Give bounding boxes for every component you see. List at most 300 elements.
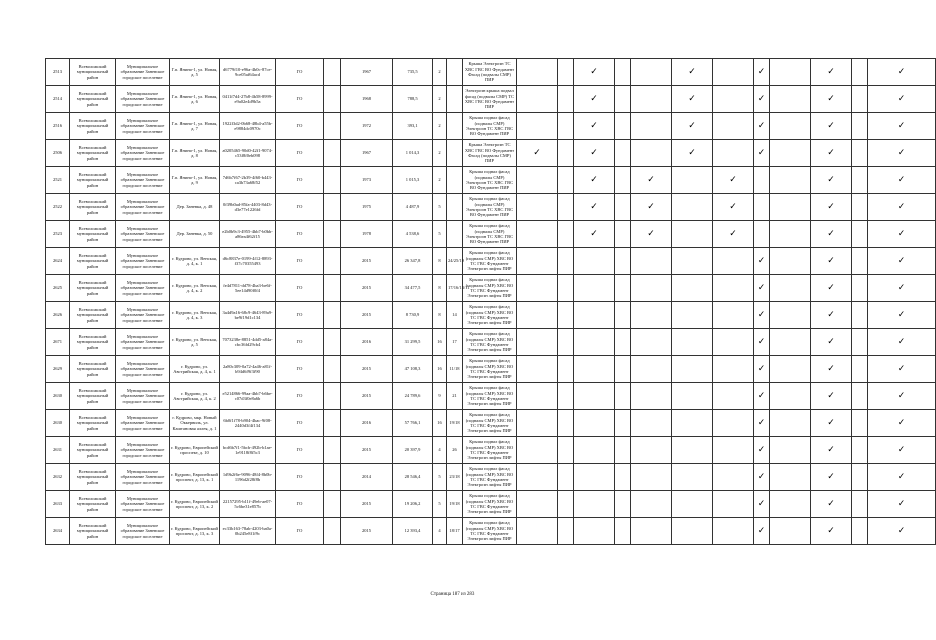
checkmark-icon: ✓ bbox=[897, 417, 906, 428]
works-list-cell: Крыша Электроэн ТС ХВС ГВС ВО Фундамент Фасад (подвалы СМР) ПИР bbox=[463, 59, 517, 86]
check-cell bbox=[868, 464, 936, 491]
checkmark-icon: ✓ bbox=[590, 174, 598, 185]
checkmark-icon: ✓ bbox=[897, 120, 906, 131]
check-cell bbox=[770, 140, 811, 167]
wall-material-cell: ГО bbox=[276, 221, 324, 248]
check-cell bbox=[517, 464, 558, 491]
check-cell bbox=[811, 383, 852, 410]
check-cell bbox=[615, 194, 631, 221]
build-year-cell: 1973 bbox=[341, 167, 393, 194]
works-list-cell: Крыша подвал фасад (подвалы СМР) ХВС ВО ТС ГВС Фундамент Электроэн лифты ПИР bbox=[463, 464, 517, 491]
address-cell: Г.п. Янино-1, ул. Новая, д. 9 bbox=[170, 167, 220, 194]
row-number-cell: 2630 bbox=[46, 383, 70, 410]
municipality-cell: Муниципальное образование Заневское городское поселение bbox=[116, 464, 170, 491]
check-cell bbox=[672, 464, 713, 491]
check-cell bbox=[868, 194, 936, 221]
district-cell: Всеволожский муниципальный район bbox=[70, 113, 116, 140]
check-cell bbox=[811, 410, 852, 437]
district-cell: Всеволожский муниципальный район bbox=[70, 491, 116, 518]
check-cell bbox=[713, 518, 754, 545]
empty-cell bbox=[324, 113, 341, 140]
floors-cell: 5 bbox=[433, 194, 447, 221]
checkmark-icon: ✓ bbox=[827, 390, 835, 401]
check-cell bbox=[672, 221, 713, 248]
checkmark-icon: ✓ bbox=[827, 525, 835, 536]
municipality-cell: Муниципальное образование Заневское городское поселение bbox=[116, 329, 170, 356]
table-row bbox=[46, 86, 936, 113]
works-list-cell: Крыша подвал фасад (подвалы СМР) ХВС ВО ТС ГВС Фундамент Электроэн лифты ПИР bbox=[463, 383, 517, 410]
address-cell: г. Кудрово, ул. Венская, д. 4, к. 2 bbox=[170, 275, 220, 302]
checkmark-icon: ✓ bbox=[757, 120, 766, 131]
floors-cell: 16 bbox=[433, 329, 447, 356]
check-cell bbox=[852, 194, 868, 221]
area-cell: 4 538,6 bbox=[393, 221, 433, 248]
check-cell bbox=[852, 464, 868, 491]
checkmark-icon: ✓ bbox=[897, 525, 906, 536]
municipality-cell: Муниципальное образование Заневское городское поселение bbox=[116, 518, 170, 545]
check-cell bbox=[631, 59, 672, 86]
empty-cell bbox=[324, 275, 341, 302]
works-list-cell: Крыша Электроэн ТС ХВС ГВС ВО Фундамент Фасад (подвалы СМР) ПИР bbox=[463, 140, 517, 167]
area-cell: 393,1 bbox=[393, 113, 433, 140]
check-cell bbox=[615, 167, 631, 194]
check-cell bbox=[615, 491, 631, 518]
floors-cell: 9 bbox=[433, 383, 447, 410]
house-id-cell: 0f39b0ad-85fa-4403-8d43-d3e77e1226fd bbox=[220, 194, 276, 221]
check-cell bbox=[811, 437, 852, 464]
check-cell bbox=[770, 113, 811, 140]
district-cell: Всеволожский муниципальный район bbox=[70, 464, 116, 491]
check-cell bbox=[770, 329, 811, 356]
table-row bbox=[46, 410, 936, 437]
checkmark-icon: ✓ bbox=[827, 66, 835, 77]
check-cell bbox=[868, 59, 936, 86]
build-year-cell: 2014 bbox=[341, 464, 393, 491]
area-cell: 8 730,9 bbox=[393, 302, 433, 329]
address-cell: г. Кудрово, мкр. Новый Оккервиль, ул. Каштановая аллея, д. 1 bbox=[170, 410, 220, 437]
checkmark-icon: ✓ bbox=[590, 147, 598, 158]
address-cell: г. Кудрово, Европейский проспект, д. 13, к. 3 bbox=[170, 518, 220, 545]
extra-cell: 19/18 bbox=[447, 410, 463, 437]
address-cell: г. Кудрово, Европейский проспект, д. 13, к. 2 bbox=[170, 491, 220, 518]
empty-cell bbox=[324, 437, 341, 464]
row-number-cell: 2629 bbox=[46, 356, 70, 383]
floors-cell: 8 bbox=[433, 302, 447, 329]
wall-material-cell: ГО bbox=[276, 383, 324, 410]
check-cell bbox=[754, 86, 770, 113]
extra-cell bbox=[447, 113, 463, 140]
address-cell: г. Кудрово, ул. Австрийская, д. 4, к. 1 bbox=[170, 356, 220, 383]
check-cell bbox=[574, 329, 615, 356]
check-cell bbox=[517, 221, 558, 248]
check-cell bbox=[574, 491, 615, 518]
check-cell bbox=[574, 275, 615, 302]
works-list-cell: Крыша подвал фасад (подвалы СМР) ХВС ВО ТС ГВС Фундамент Электроэн лифты ПИР bbox=[463, 302, 517, 329]
area-cell: 12 393,4 bbox=[393, 518, 433, 545]
check-cell bbox=[631, 383, 672, 410]
checkmark-icon: ✓ bbox=[757, 147, 766, 158]
empty-cell bbox=[324, 518, 341, 545]
empty-cell bbox=[324, 194, 341, 221]
checkmark-icon: ✓ bbox=[827, 174, 835, 185]
check-cell bbox=[754, 464, 770, 491]
check-cell bbox=[868, 140, 936, 167]
check-cell bbox=[852, 167, 868, 194]
build-year-cell: 1967 bbox=[341, 59, 393, 86]
check-cell bbox=[754, 302, 770, 329]
municipality-cell: Муниципальное образование Заневское городское поселение bbox=[116, 302, 170, 329]
check-cell bbox=[811, 194, 852, 221]
check-cell bbox=[811, 275, 852, 302]
build-year-cell: 2016 bbox=[341, 410, 393, 437]
check-cell bbox=[754, 194, 770, 221]
area-cell: 34 477,5 bbox=[393, 275, 433, 302]
check-cell bbox=[868, 329, 936, 356]
checkmark-icon: ✓ bbox=[827, 417, 835, 428]
house-id-cell: 6b0f1f78-b904-4bac-9f08-2440d3f4f134 bbox=[220, 410, 276, 437]
house-id-cell: a0205465-90d0-42f1-9074-c53f8f0eb098 bbox=[220, 140, 276, 167]
wall-material-cell: ГО bbox=[276, 302, 324, 329]
check-cell bbox=[517, 167, 558, 194]
wall-material-cell: ГО bbox=[276, 248, 324, 275]
checkmark-icon: ✓ bbox=[897, 174, 906, 185]
checkmark-icon: ✓ bbox=[533, 147, 541, 158]
empty-cell bbox=[324, 464, 341, 491]
row-number-cell: 2624 bbox=[46, 248, 70, 275]
check-cell bbox=[631, 464, 672, 491]
works-list-cell: Крыша подвал фасад (подвалы СМР) ХВС ВО ТС ГВС Фундамент Электроэн лифты ПИР bbox=[463, 491, 517, 518]
district-cell: Всеволожский муниципальный район bbox=[70, 356, 116, 383]
wall-material-cell: ГО bbox=[276, 491, 324, 518]
check-cell bbox=[770, 518, 811, 545]
extra-cell bbox=[447, 221, 463, 248]
checkmark-icon: ✓ bbox=[757, 444, 766, 455]
wall-material-cell: ГО bbox=[276, 275, 324, 302]
check-cell bbox=[868, 113, 936, 140]
checkmark-icon: ✓ bbox=[897, 471, 906, 482]
works-list-cell: Крыша подвал фасад (подвалы СМР) ХВС ВО ТС ГВС Фундамент Электроэн лифты ПИР bbox=[463, 410, 517, 437]
works-list-cell: Крыша подвал фасад (подвалы СМР) ХВС ВО ТС ГВС Фундамент Электроэн лифты ПИР bbox=[463, 275, 517, 302]
check-cell bbox=[631, 437, 672, 464]
check-cell bbox=[713, 383, 754, 410]
municipality-cell: Муниципальное образование Заневское городское поселение bbox=[116, 248, 170, 275]
check-cell bbox=[713, 275, 754, 302]
checkmark-icon: ✓ bbox=[827, 444, 835, 455]
row-number-cell: 2631 bbox=[46, 437, 70, 464]
empty-cell bbox=[324, 410, 341, 437]
check-cell bbox=[517, 329, 558, 356]
table-row bbox=[46, 59, 936, 86]
check-cell bbox=[811, 491, 852, 518]
check-cell bbox=[574, 437, 615, 464]
check-cell bbox=[754, 113, 770, 140]
check-cell bbox=[615, 113, 631, 140]
build-year-cell: 2015 bbox=[341, 302, 393, 329]
check-cell bbox=[754, 275, 770, 302]
check-cell bbox=[517, 518, 558, 545]
check-cell bbox=[672, 329, 713, 356]
row-number-cell: 2506 bbox=[46, 140, 70, 167]
check-cell bbox=[770, 437, 811, 464]
check-cell bbox=[868, 518, 936, 545]
check-cell bbox=[615, 437, 631, 464]
check-cell bbox=[672, 275, 713, 302]
floors-cell: 4 bbox=[433, 518, 447, 545]
check-cell bbox=[615, 248, 631, 275]
check-cell bbox=[852, 221, 868, 248]
works-list-cell: Крыша подвал фасад (подвалы СМР) ХВС ВО ТС ГВС Фундамент Электроэн лифты ПИР bbox=[463, 248, 517, 275]
check-cell bbox=[631, 113, 672, 140]
address-cell: Г.п. Янино-1, ул. Новая, д. 5 bbox=[170, 59, 220, 86]
check-cell bbox=[558, 59, 574, 86]
checkmark-icon: ✓ bbox=[757, 417, 766, 428]
checkmark-icon: ✓ bbox=[688, 66, 696, 77]
check-cell bbox=[615, 410, 631, 437]
check-cell bbox=[713, 248, 754, 275]
build-year-cell: 1975 bbox=[341, 194, 393, 221]
area-cell: 47 108,3 bbox=[393, 356, 433, 383]
house-id-cell: 1d9b2f6e-9096-48f4-8b0b-1196d2f28f8b bbox=[220, 464, 276, 491]
municipality-cell: Муниципальное образование Заневское городское поселение bbox=[116, 113, 170, 140]
check-cell bbox=[770, 248, 811, 275]
check-cell bbox=[852, 383, 868, 410]
check-cell bbox=[754, 410, 770, 437]
checkmark-icon: ✓ bbox=[897, 336, 906, 347]
house-id-cell: d6779f10-e96a-4b0c-87ce-9ce05af64acd bbox=[220, 59, 276, 86]
check-cell bbox=[852, 410, 868, 437]
check-cell bbox=[517, 248, 558, 275]
checkmark-icon: ✓ bbox=[647, 174, 655, 185]
checkmark-icon: ✓ bbox=[757, 390, 766, 401]
municipality-cell: Муниципальное образование Заневское городское поселение bbox=[116, 356, 170, 383]
extra-cell: 18/17 bbox=[447, 518, 463, 545]
check-cell bbox=[852, 140, 868, 167]
check-cell bbox=[868, 383, 936, 410]
table-row bbox=[46, 221, 936, 248]
row-number-cell: 2626 bbox=[46, 302, 70, 329]
checkmark-icon: ✓ bbox=[590, 228, 598, 239]
district-cell: Всеволожский муниципальный район bbox=[70, 167, 116, 194]
works-list-cell: Крыша подвал фасад (подвалы СМР) Электроэн ТС ХВС ГВС ВО Фундамент ПИР bbox=[463, 221, 517, 248]
checkmark-icon: ✓ bbox=[827, 147, 835, 158]
area-cell: 28 546,4 bbox=[393, 464, 433, 491]
works-list-cell: Крыша подвал фасад (подвалы СМР) ХВС ВО ТС ГВС Фундамент Электроэн лифты ПИР bbox=[463, 518, 517, 545]
checkmark-icon: ✓ bbox=[827, 201, 835, 212]
build-year-cell: 2015 bbox=[341, 275, 393, 302]
check-cell bbox=[672, 194, 713, 221]
table-row bbox=[46, 113, 936, 140]
check-cell bbox=[615, 329, 631, 356]
area-cell: 57 766,1 bbox=[393, 410, 433, 437]
wall-material-cell: ГО bbox=[276, 356, 324, 383]
district-cell: Всеволожский муниципальный район bbox=[70, 302, 116, 329]
check-cell bbox=[631, 86, 672, 113]
municipality-cell: Муниципальное образование Заневское городское поселение bbox=[116, 383, 170, 410]
area-cell: 31 299,5 bbox=[393, 329, 433, 356]
house-id-cell: 7073238e-8851-4dd5-a84a-cbc36fd29cb4 bbox=[220, 329, 276, 356]
row-number-cell: 2632 bbox=[46, 464, 70, 491]
check-cell bbox=[713, 491, 754, 518]
table-row bbox=[46, 248, 936, 275]
municipality-cell: Муниципальное образование Заневское городское поселение bbox=[116, 167, 170, 194]
checkmark-icon: ✓ bbox=[827, 93, 835, 104]
wall-material-cell: ГО bbox=[276, 518, 324, 545]
works-list-cell: Крыша подвал фасад (подвалы СМР) Электроэн ТС ХВС ГВС ВО Фундамент ПИР bbox=[463, 194, 517, 221]
check-cell bbox=[672, 356, 713, 383]
extra-cell: 14 bbox=[447, 302, 463, 329]
check-cell bbox=[852, 437, 868, 464]
check-cell bbox=[558, 329, 574, 356]
check-cell bbox=[517, 59, 558, 86]
check-cell bbox=[558, 167, 574, 194]
empty-cell bbox=[324, 383, 341, 410]
district-cell: Всеволожский муниципальный район bbox=[70, 140, 116, 167]
check-cell bbox=[770, 86, 811, 113]
checkmark-icon: ✓ bbox=[688, 120, 696, 131]
check-cell bbox=[558, 356, 574, 383]
extra-cell: 19/18 bbox=[447, 491, 463, 518]
checkmark-icon: ✓ bbox=[590, 201, 598, 212]
area-cell: 19 206,2 bbox=[393, 491, 433, 518]
house-id-cell: e2b0b9c3-4955-4bb7-b0bb-a86ea4f62f15 bbox=[220, 221, 276, 248]
district-cell: Всеволожский муниципальный район bbox=[70, 518, 116, 545]
table-row bbox=[46, 302, 936, 329]
check-cell bbox=[770, 275, 811, 302]
address-cell: Г.п. Янино-1, ул. Новая, д. 7 bbox=[170, 113, 220, 140]
check-cell bbox=[672, 59, 713, 86]
checkmark-icon: ✓ bbox=[590, 120, 598, 131]
house-id-cell: ec33b163-78ab-4203-ba0a-0b245e8f1f9c bbox=[220, 518, 276, 545]
page-footer: Страница 187 из 283 bbox=[430, 592, 475, 597]
build-year-cell: 2016 bbox=[341, 329, 393, 356]
check-cell bbox=[517, 302, 558, 329]
check-cell bbox=[574, 194, 615, 221]
build-year-cell: 2015 bbox=[341, 437, 393, 464]
table-row bbox=[46, 275, 936, 302]
check-cell bbox=[713, 221, 754, 248]
check-cell bbox=[574, 167, 615, 194]
row-number-cell: 2516 bbox=[46, 113, 70, 140]
check-cell bbox=[713, 329, 754, 356]
row-number-cell: 2634 bbox=[46, 518, 70, 545]
area-cell: 788,5 bbox=[393, 86, 433, 113]
check-cell bbox=[713, 140, 754, 167]
table-row bbox=[46, 167, 936, 194]
extra-cell: 17 bbox=[447, 329, 463, 356]
check-cell bbox=[672, 383, 713, 410]
extra-cell bbox=[447, 167, 463, 194]
check-cell bbox=[770, 167, 811, 194]
check-cell bbox=[672, 518, 713, 545]
wall-material-cell: ГО bbox=[276, 437, 324, 464]
checkmark-icon: ✓ bbox=[897, 363, 906, 374]
check-cell bbox=[811, 518, 852, 545]
house-id-cell: 1922f3d2-0b68-48b4-a55b-e9884dc0970c bbox=[220, 113, 276, 140]
build-year-cell: 1967 bbox=[341, 140, 393, 167]
checkmark-icon: ✓ bbox=[757, 498, 766, 509]
check-cell bbox=[811, 221, 852, 248]
check-cell bbox=[517, 410, 558, 437]
check-cell bbox=[754, 167, 770, 194]
check-cell bbox=[868, 248, 936, 275]
checkmark-icon: ✓ bbox=[827, 363, 835, 374]
check-cell bbox=[574, 410, 615, 437]
area-cell: 26 347,8 bbox=[393, 248, 433, 275]
district-cell: Всеволожский муниципальный район bbox=[70, 329, 116, 356]
empty-cell bbox=[324, 329, 341, 356]
address-cell: г. Кудрово, Европейский проспект, д. 10 bbox=[170, 437, 220, 464]
check-cell bbox=[811, 113, 852, 140]
floors-cell: 5 bbox=[433, 464, 447, 491]
empty-cell bbox=[324, 59, 341, 86]
check-cell bbox=[558, 113, 574, 140]
checkmark-icon: ✓ bbox=[757, 525, 766, 536]
checkmark-icon: ✓ bbox=[827, 309, 835, 320]
check-cell bbox=[672, 167, 713, 194]
floors-cell: 5 bbox=[433, 491, 447, 518]
checkmark-icon: ✓ bbox=[757, 471, 766, 482]
checkmark-icon: ✓ bbox=[827, 120, 835, 131]
check-cell bbox=[852, 275, 868, 302]
check-cell bbox=[713, 86, 754, 113]
table-row bbox=[46, 491, 936, 518]
check-cell bbox=[868, 356, 936, 383]
check-cell bbox=[770, 491, 811, 518]
check-cell bbox=[672, 248, 713, 275]
check-cell bbox=[558, 410, 574, 437]
district-cell: Всеволожский муниципальный район bbox=[70, 437, 116, 464]
check-cell bbox=[615, 86, 631, 113]
checkmark-icon: ✓ bbox=[729, 228, 737, 239]
municipality-cell: Муниципальное образование Заневское городское поселение bbox=[116, 221, 170, 248]
check-cell bbox=[713, 194, 754, 221]
table-row bbox=[46, 140, 936, 167]
check-cell bbox=[615, 275, 631, 302]
works-list-cell: Крыша подвал фасад (подвалы СМР) Электроэн ТС ХВС ГВС ВО Фундамент ПИР bbox=[463, 113, 517, 140]
check-cell bbox=[672, 113, 713, 140]
empty-cell bbox=[324, 356, 341, 383]
house-id-cell: 3a4d9a16-68c9-4643-89a9-be9f19d1c134 bbox=[220, 302, 276, 329]
table-row bbox=[46, 329, 936, 356]
area-cell: 1 014,3 bbox=[393, 140, 433, 167]
check-cell bbox=[852, 518, 868, 545]
address-cell: Г.п. Янино-1, ул. Новая, д. 6 bbox=[170, 86, 220, 113]
area-cell: 1 015,3 bbox=[393, 167, 433, 194]
row-number-cell: 2671 bbox=[46, 329, 70, 356]
checkmark-icon: ✓ bbox=[827, 471, 835, 482]
check-cell bbox=[517, 356, 558, 383]
check-cell bbox=[574, 302, 615, 329]
check-cell bbox=[754, 140, 770, 167]
extra-cell: 26 bbox=[447, 437, 463, 464]
check-cell bbox=[852, 59, 868, 86]
checkmark-icon: ✓ bbox=[897, 390, 906, 401]
check-cell bbox=[631, 194, 672, 221]
table-row bbox=[46, 356, 936, 383]
check-cell bbox=[672, 302, 713, 329]
floors-cell: 8 bbox=[433, 248, 447, 275]
check-cell bbox=[558, 518, 574, 545]
row-number-cell: 2514 bbox=[46, 86, 70, 113]
check-cell bbox=[631, 302, 672, 329]
check-cell bbox=[615, 383, 631, 410]
check-cell bbox=[558, 194, 574, 221]
check-cell bbox=[868, 221, 936, 248]
address-cell: г. Кудрово, ул. Венская, д. 4, к. 3 bbox=[170, 302, 220, 329]
extra-cell: 11/18 bbox=[447, 356, 463, 383]
empty-cell bbox=[324, 167, 341, 194]
floors-cell: 2 bbox=[433, 113, 447, 140]
